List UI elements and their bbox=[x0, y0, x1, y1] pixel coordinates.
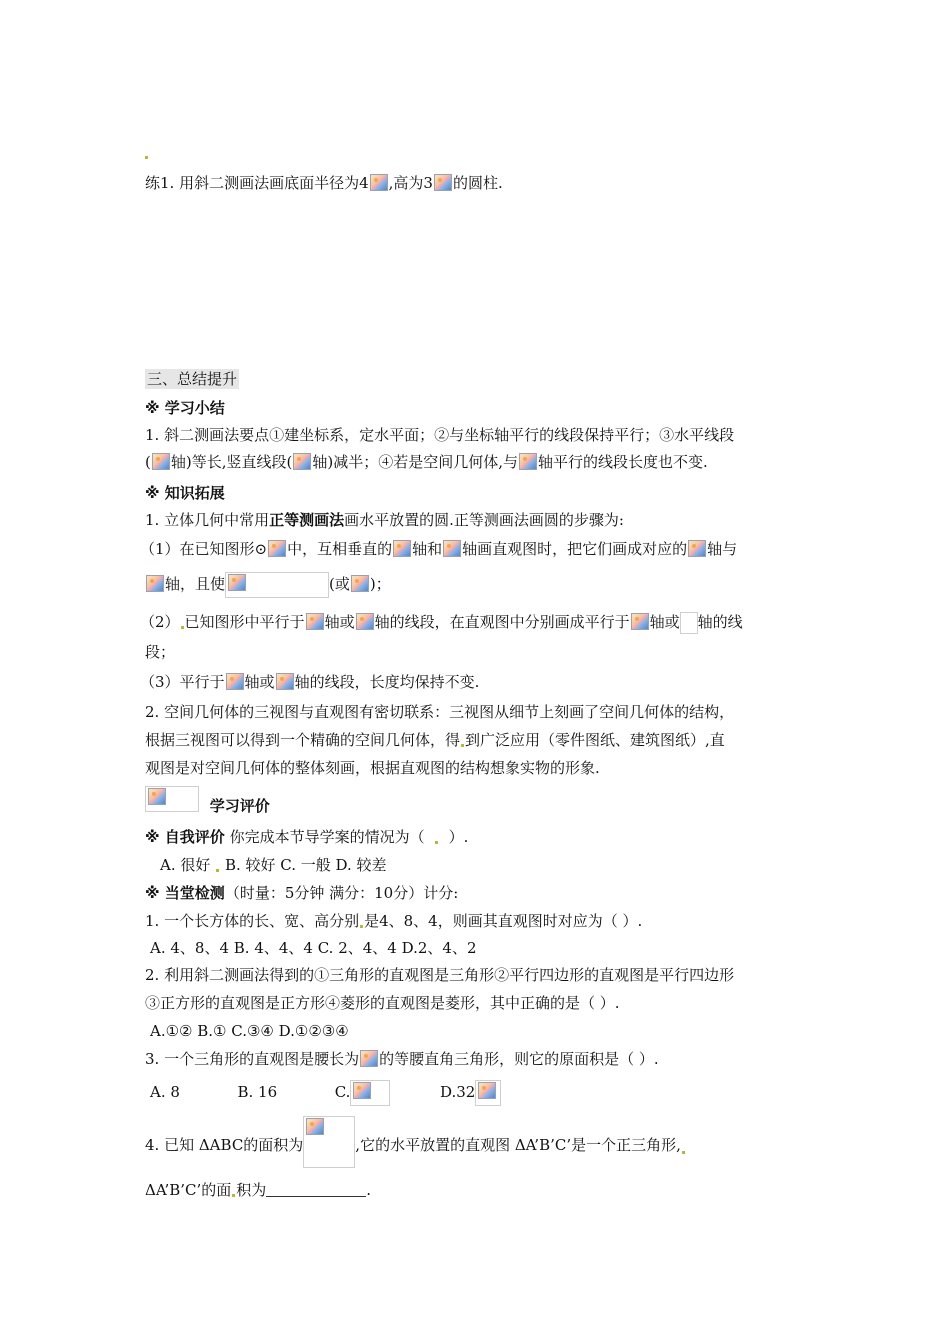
extension-line-7: 2. 空间几何体的三视图与直观图有密切联系：三视图从细节上刻画了空间几何体的结构， bbox=[145, 703, 735, 721]
practice-line: 练1. 用斜二测画法画底面半径为4 ,高为3 的圆柱. bbox=[145, 174, 503, 192]
formula-image-icon bbox=[370, 174, 388, 191]
extension-line-4: （2） 已知图形中平行于 轴或 轴的线段，在直观图中分别画成平行于 轴或 轴的线 bbox=[140, 612, 743, 634]
formula-frame bbox=[350, 1080, 390, 1106]
formula-image-icon bbox=[443, 540, 461, 557]
stray-mark bbox=[461, 744, 464, 747]
extension-line-6: （3）平行于 轴或 轴的线段，长度均保持不变. bbox=[140, 673, 480, 691]
evaluation-title-row bbox=[145, 786, 270, 815]
extension-line-9: 观图是对空间几何体的整体刻画，根据直观图的结构想象实物的形象. bbox=[145, 759, 600, 777]
stray-mark bbox=[435, 841, 438, 844]
stray-mark bbox=[682, 1151, 685, 1154]
summary-line-1: 1. 斜二测画法要点①建坐标系，定水平面；②与坐标轴平行的线段保持平行；③水平线段 bbox=[145, 426, 735, 444]
question-2-line-2: ③正方形的直观图是正方形④菱形的直观图是菱形，其中正确的是（ ）. bbox=[145, 994, 620, 1012]
formula-image-icon bbox=[152, 453, 170, 470]
formula-image-icon bbox=[268, 540, 286, 557]
extension-line-2: （1）在已知图形⊙ 中，互相垂直的 轴和 轴画直观图时，把它们画成对应的 轴与 bbox=[140, 540, 738, 558]
question-3: 3. 一个三角形的直观图是腰长为 的等腰直角三角形，则它的原面积是（ ）. bbox=[145, 1050, 659, 1068]
evaluation-image-frame bbox=[145, 786, 199, 812]
question-4-line-2: ΔA’B’C’的面 积为 . bbox=[145, 1181, 372, 1199]
odot-symbol: ⊙ bbox=[254, 540, 268, 558]
formula-image-icon bbox=[519, 453, 537, 470]
section-title: 三、总结提升 bbox=[147, 370, 238, 388]
formula-image-icon bbox=[434, 174, 452, 191]
stray-mark bbox=[360, 925, 363, 928]
formula-image-icon bbox=[393, 540, 411, 557]
summary-heading: ※ 学习小结 bbox=[145, 399, 225, 417]
formula-image-icon bbox=[148, 788, 166, 805]
self-eval-options: A. 很好 B. 较好 C. 一般 D. 较差 bbox=[160, 856, 387, 874]
formula-image-icon bbox=[353, 1082, 371, 1099]
question-1: 1. 一个长方体的长、宽、高分别 是4、8、4，则画其直观图时对应为（ ）. bbox=[145, 912, 643, 930]
evaluation-title: 学习评价 bbox=[209, 797, 270, 815]
formula-frame bbox=[225, 572, 329, 598]
formula-image-icon bbox=[360, 1050, 378, 1067]
question-1-options: A. 4、8、4 B. 4、4、4 C. 2、4、4 D.2、4、2 bbox=[150, 939, 477, 957]
formula-image-icon bbox=[306, 1118, 324, 1135]
formula-image-icon bbox=[688, 540, 706, 557]
formula-image-icon bbox=[478, 1082, 496, 1099]
stray-mark bbox=[216, 869, 219, 872]
self-eval-line: ※ 自我评价 你完成本节导学案的情况为（ ）. bbox=[145, 828, 469, 846]
question-3-options: A. 8 B. 16 C. D.32 bbox=[150, 1080, 501, 1106]
answer-blank[interactable] bbox=[266, 1182, 366, 1197]
check-line: ※ 当堂检测（时量：5分钟 满分：10分）计分: bbox=[145, 884, 459, 902]
stray-mark bbox=[232, 1194, 235, 1197]
formula-image-icon bbox=[146, 575, 164, 592]
summary-line-2: ( 轴)等长,竖直线段( 轴)减半；④若是空间几何体,与 轴平行的线段长度也不变. bbox=[145, 453, 708, 471]
stray-mark bbox=[145, 156, 148, 159]
formula-frame bbox=[475, 1080, 501, 1106]
formula-frame bbox=[680, 612, 698, 634]
formula-image-icon bbox=[306, 613, 324, 630]
formula-image-icon bbox=[293, 453, 311, 470]
formula-image-icon bbox=[276, 673, 294, 690]
formula-image-icon bbox=[351, 575, 369, 592]
extension-heading: ※ 知识拓展 bbox=[145, 484, 225, 502]
formula-image-icon bbox=[631, 613, 649, 630]
formula-image-icon bbox=[228, 574, 246, 591]
question-2-options: A.①② B.① C.③④ D.①②③④ bbox=[150, 1022, 349, 1040]
formula-image-icon bbox=[226, 673, 244, 690]
stray-mark bbox=[181, 626, 184, 629]
extension-line-3: 轴，且使 (或 )； bbox=[145, 572, 391, 598]
formula-image-icon bbox=[356, 613, 374, 630]
question-4-line-1: 4. 已知 ΔABC的面积为 ,它的水平放置的直观图 ΔA’B’C’是一个正三角形, bbox=[145, 1116, 686, 1168]
extension-line-8: 根据三视图可以得到一个精确的空间几何体，得 到广泛应用（零件图纸、建筑图纸）,直 bbox=[145, 731, 725, 749]
formula-frame bbox=[303, 1116, 355, 1168]
extension-line-1: 1. 立体几何中常用正等测画法画水平放置的圆.正等测画法画圆的步骤为: bbox=[145, 511, 624, 529]
question-2-line-1: 2. 利用斜二测画法得到的①三角形的直观图是三角形②平行四边形的直观图是平行四边形 bbox=[145, 966, 735, 984]
extension-line-5: 段； bbox=[145, 643, 176, 661]
